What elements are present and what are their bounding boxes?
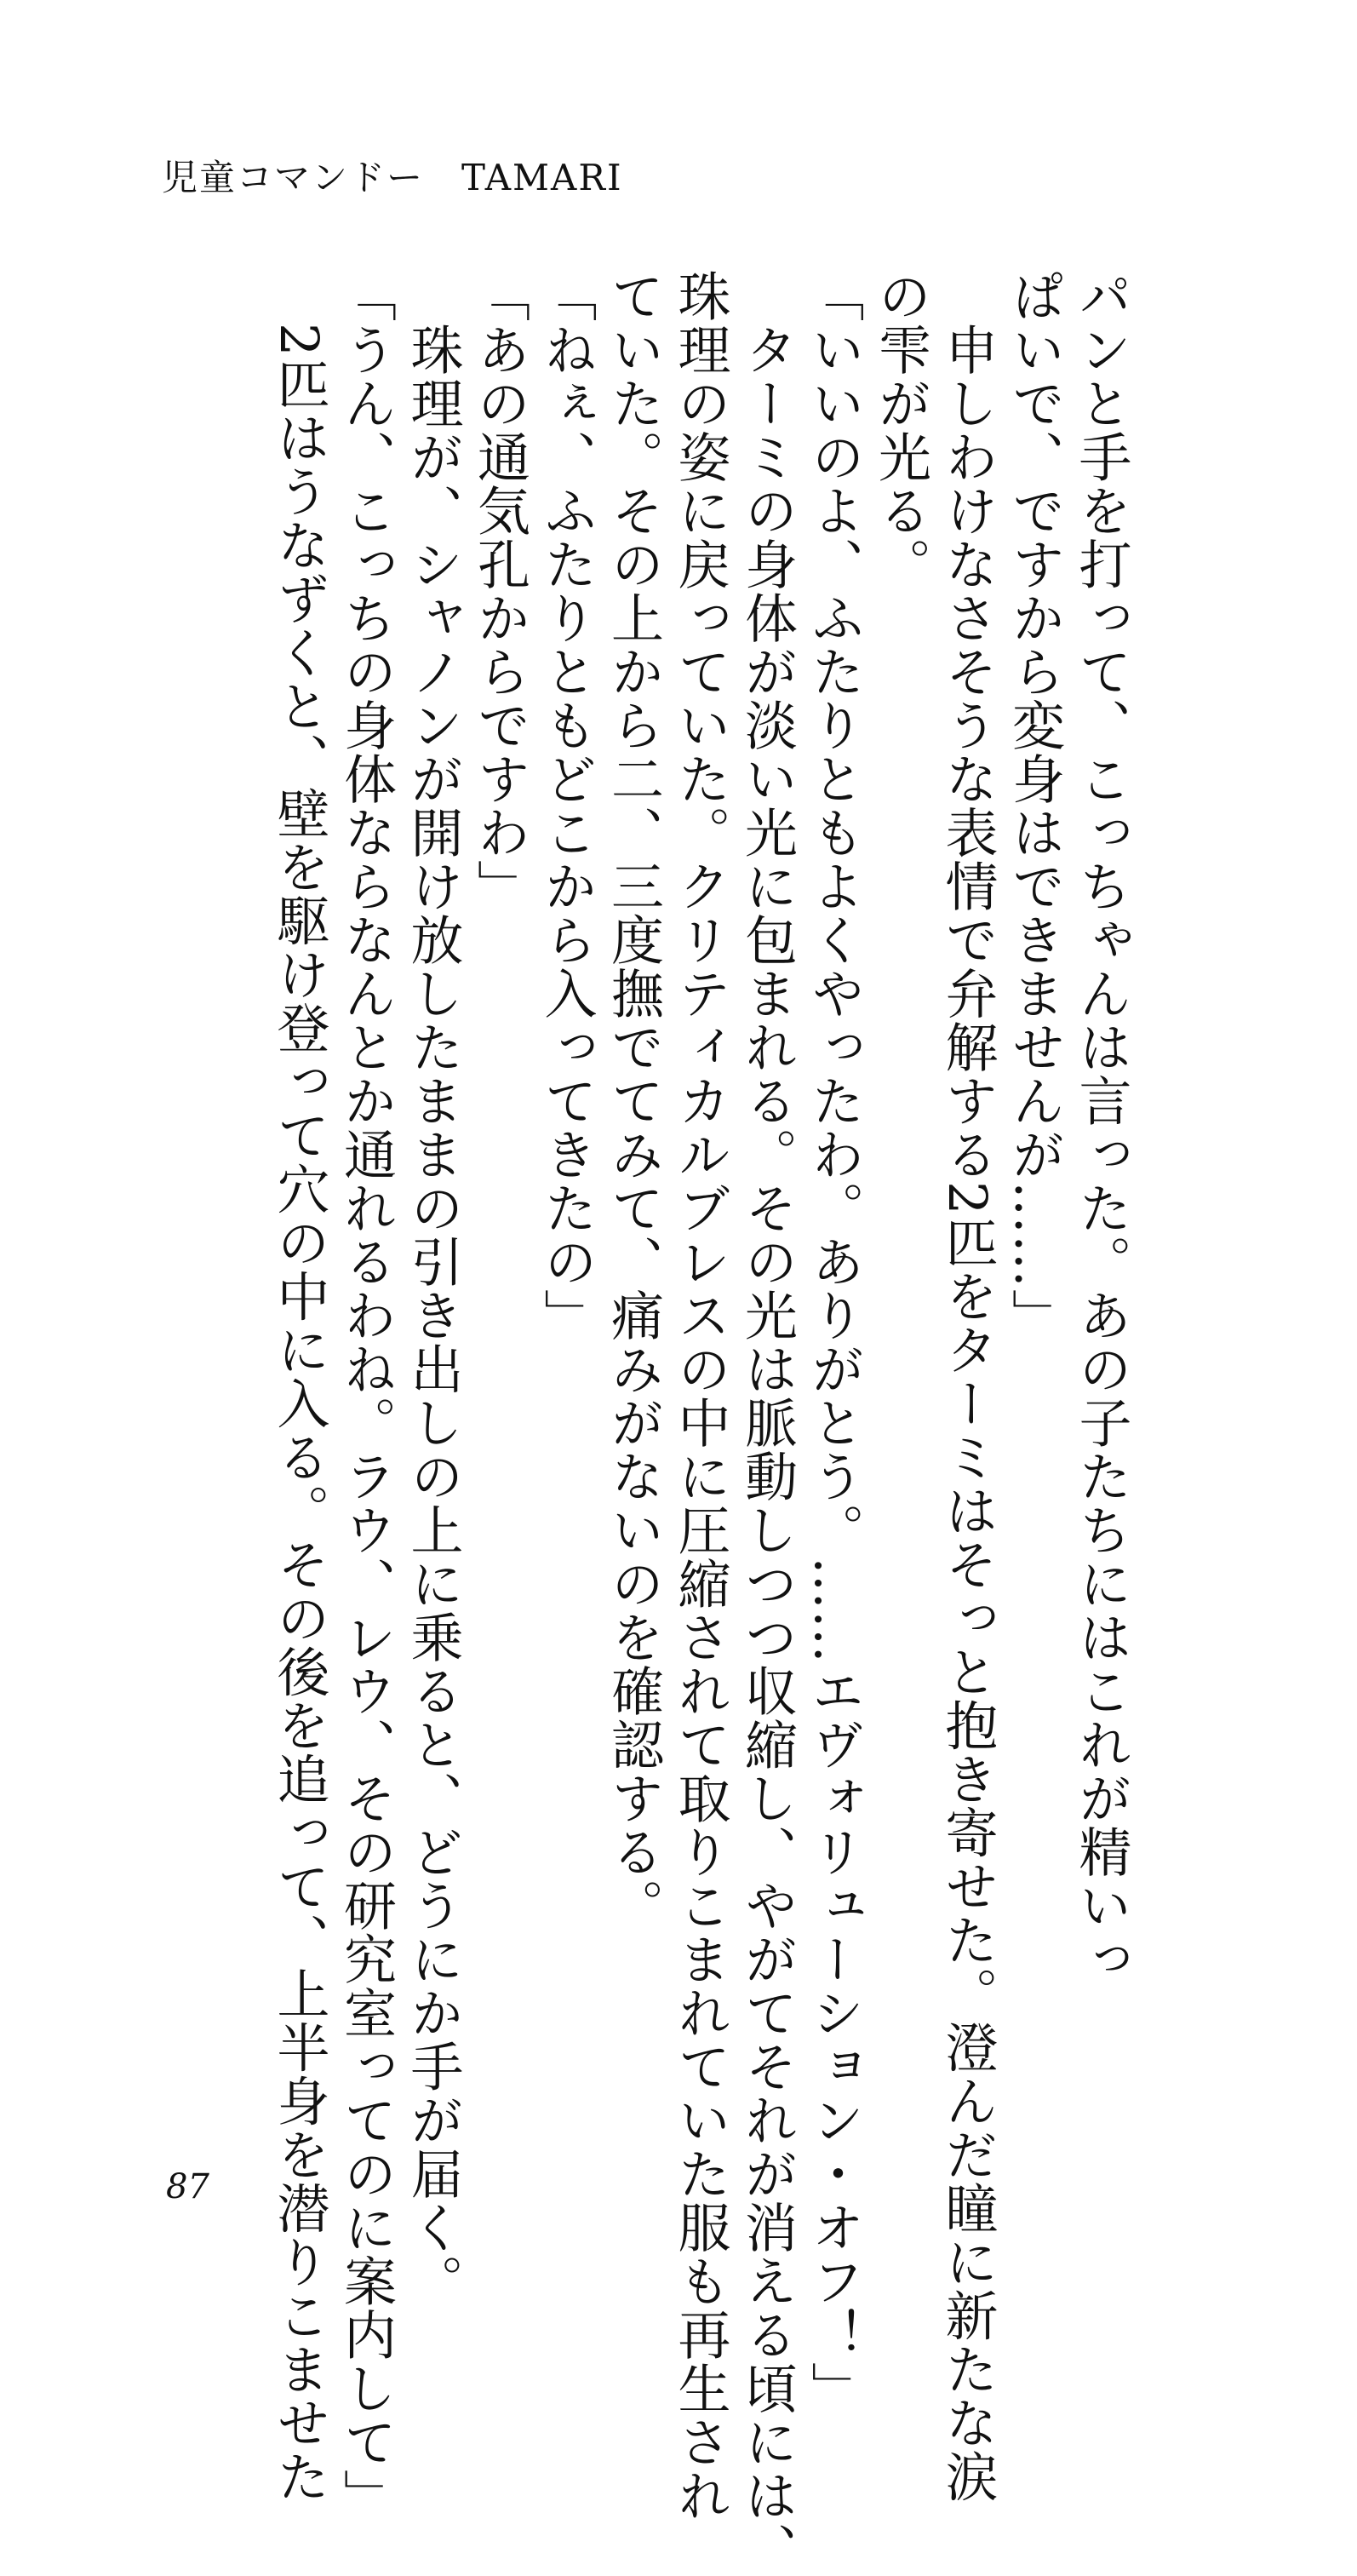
text-line: の雫が光る。 xyxy=(869,269,932,591)
text-line: ターミの身体が淡い光に包まれる。その光は脈動しつつ収縮し、やがてそれが消える頃には、 xyxy=(736,269,799,2576)
text-line: 珠理の姿に戻っていた。クリティカルブレスの中に圧縮されて取りこまれていた服も再生され xyxy=(669,269,731,2522)
text-line: ていた。その上から二、三度撫でてみて、痛みがないのを確認する。 xyxy=(602,269,665,1932)
text-line: ぱいで、ですから変身はできませんが……」 xyxy=(1003,269,1066,1342)
body-text xyxy=(266,269,1135,2576)
text-line: 2匹はうなずくと、壁を駆け登って穴の中に入る。その後を追って、上半身を潜りこませた xyxy=(268,269,330,2504)
text-line: 珠理が、シャノンが開け放したままの引き出しの上に乗ると、どうにか手が届く。 xyxy=(402,269,464,2308)
text-line: 「あの通気孔からですわ」 xyxy=(468,269,531,913)
text-line: 「ねぇ、ふたりともどこから入ってきたの」 xyxy=(535,269,598,1342)
text-line: 「いいのよ、ふたりともよくやったわ。ありがとう。……エヴォリューション・オフ！」 xyxy=(803,269,865,2415)
page-number: 87 xyxy=(166,2167,209,2206)
text-line: 「うん、こっちの身体ならなんとか通れるわね。ラウ、レウ、その研究室ってのに案内して」 xyxy=(335,269,398,2522)
text-line: 申しわけなさそうな表情で弁解する2匹をターミはそっと抱き寄せた。澄んだ瞳に新たな涙 xyxy=(936,269,999,2504)
running-head: 児童コマンドー TAMARI xyxy=(162,157,623,198)
text-line: パンと手を打って、こっちゃんは言った。あの子たちにはこれが精いっ xyxy=(1070,269,1132,1986)
